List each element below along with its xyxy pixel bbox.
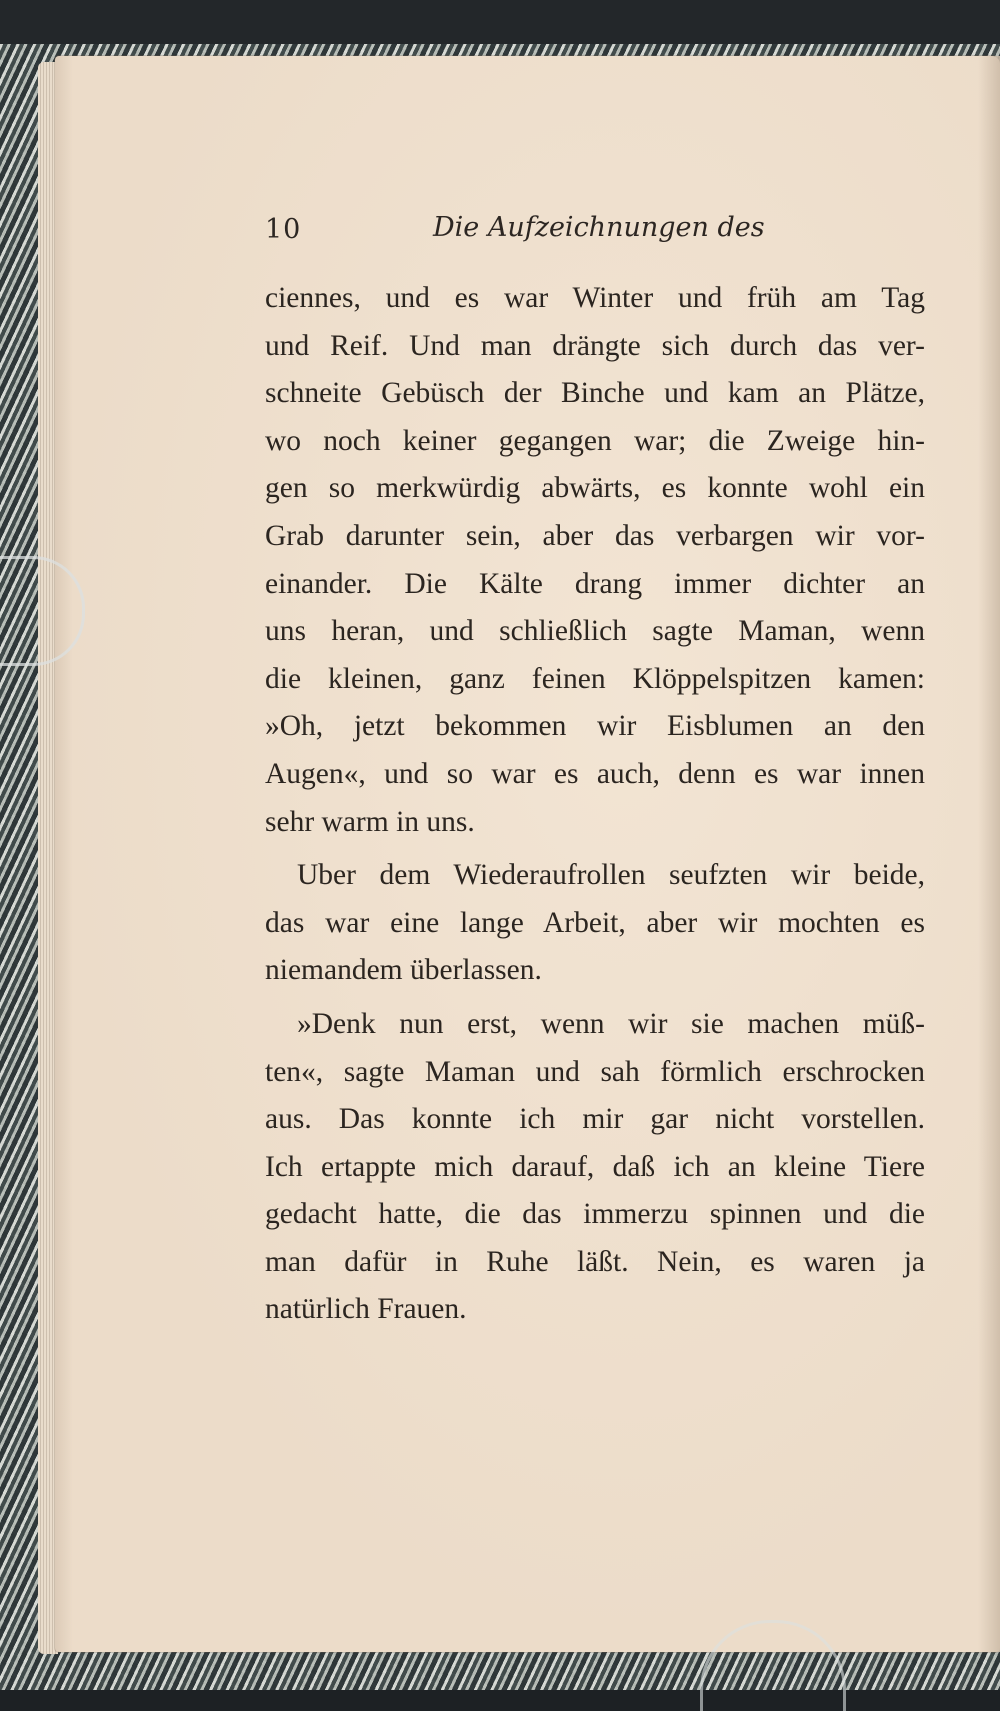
text-line: uns heran, und schließlich sagte Maman, wenn: [265, 615, 925, 648]
page-edge-shadow: [978, 56, 1000, 1652]
text-line: und Reif. Und man drängte sich durch das ver-: [265, 329, 925, 362]
text-line: das war eine lange Arbeit, aber wir mochten es: [265, 906, 925, 939]
text-line: einander. Die Kälte drang immer dichter an: [265, 567, 925, 600]
text-line: niemandem überlassen.: [265, 954, 542, 987]
text-line: wo noch keiner gegangen war; die Zweige hin-: [265, 424, 925, 457]
text-line: »Denk nun erst, wenn wir sie machen müß-: [297, 1007, 925, 1040]
text-line: aus. Das konnte ich mir gar nicht vorstellen.: [265, 1103, 925, 1136]
text-line: man dafür in Ruhe läßt. Nein, es waren ja: [265, 1245, 925, 1278]
text-line: ciennes, und es war Winter und früh am Tag: [265, 282, 925, 314]
text-line: schneite Gebüsch der Binche und kam an Plätze,: [265, 377, 925, 410]
text-line: gen so merkwürdig abwärts, es konnte wohl ein: [265, 472, 925, 505]
text-line: »Oh, jetzt bekommen wir Eisblumen an den: [265, 710, 925, 743]
page-number: 10: [265, 214, 302, 245]
paragraph-2: [265, 852, 925, 995]
background-surface: [0, 1690, 1000, 1711]
text-line: Augen«, und so war es auch, denn es war innen: [265, 757, 925, 790]
running-header: [265, 208, 825, 252]
running-title: Die Aufzeichnungen des: [433, 212, 765, 243]
paragraph-3: [265, 1001, 925, 1334]
text-line: Ich ertappte mich darauf, daß ich an kleine Tiere: [265, 1150, 925, 1183]
text-line: natürlich Frauen.: [265, 1293, 467, 1326]
text-line: die kleinen, ganz feinen Klöppelspitzen kamen:: [265, 662, 925, 695]
body-text: [265, 275, 925, 1334]
text-line: Uber dem Wiederaufrollen seufzten wir beide,: [297, 859, 925, 892]
text-line: Grab darunter sein, aber das verbargen wir vor-: [265, 519, 925, 552]
paragraph-1: [265, 275, 925, 846]
text-line: gedacht hatte, die das immerzu spinnen und die: [265, 1198, 925, 1231]
text-line: sehr warm in uns.: [265, 805, 475, 838]
text-line: ten«, sagte Maman und sah förmlich erschrocken: [265, 1055, 925, 1088]
